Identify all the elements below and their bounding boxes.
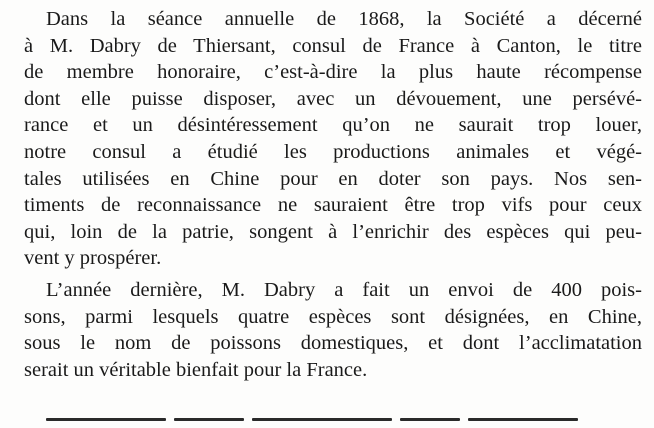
- text-line: tales utilisées en Chine pour en doter son pays. Nos sen-: [24, 167, 642, 190]
- text-line: dont elle puisse disposer, avec un dévouement, une persévé-: [24, 87, 642, 110]
- text-line: notre consul a étudié les productions animales et végé-: [24, 140, 642, 163]
- paragraph-1: [24, 6, 642, 272]
- text-line: de membre honoraire, c’est-à-dire la plus haute récompense: [24, 61, 642, 84]
- text-line: rance et un désintéressement qu’on ne saurait trop louer,: [24, 114, 642, 137]
- text-line: L’année dernière, M. Dabry a fait un envoi de 400 pois-: [46, 278, 642, 301]
- cropped-next-line: [24, 418, 642, 428]
- body-text: [24, 6, 642, 383]
- text-line: Dans la séance annuelle de 1868, la Société a décerné: [46, 8, 642, 30]
- text-line: qui, loin de la patrie, songent à l’enrichir des espèces qui peu-: [24, 220, 642, 243]
- text-line: timents de reconnaissance ne sauraient être trop vifs pour ceux: [24, 194, 642, 217]
- text-line: vent y prospérer.: [24, 247, 162, 270]
- text-line: sons, parmi lesquels quatre espèces sont désignées, en Chine,: [24, 305, 642, 328]
- paragraph-2: [24, 277, 642, 383]
- text-line: à M. Dabry de Thiersant, consul de France à Canton, le titre: [24, 34, 642, 57]
- text-line: sous le nom de poissons domestiques, et dont l’acclimatation: [24, 332, 642, 355]
- text-line: serait un véritable bienfait pour la France.: [24, 358, 368, 381]
